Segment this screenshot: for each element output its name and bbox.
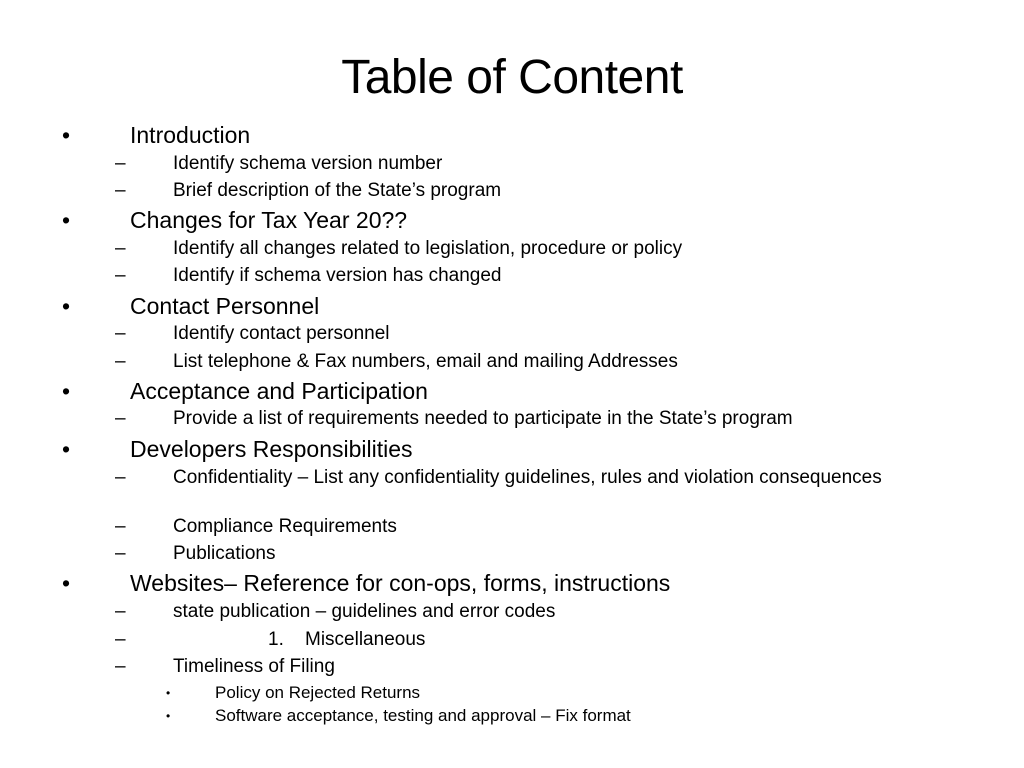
list-item-text: state publication – guidelines and error codes <box>173 601 556 622</box>
bullet-marker: • <box>62 570 71 596</box>
dash-marker: – <box>115 180 126 201</box>
list-item-text: Brief description of the State’s program <box>173 180 502 201</box>
list-item-number: 1. <box>268 629 284 650</box>
bullet-marker: • <box>62 378 71 404</box>
list-item-text: Websites– Reference for con-ops, forms, instructions <box>130 570 671 596</box>
bullet-marker: • <box>62 293 71 319</box>
small-bullet-marker: • <box>166 709 171 723</box>
list-item-text: Developers Responsibilities <box>130 436 413 462</box>
list-item-text: Acceptance and Participation <box>130 378 428 404</box>
list-item-text: Confidentiality – List any confidentiality guidelines, rules and violation consequences <box>173 467 882 488</box>
dash-marker: – <box>115 601 126 622</box>
dash-marker: – <box>115 153 126 174</box>
small-bullet-marker: • <box>166 686 171 700</box>
dash-marker: – <box>115 323 126 344</box>
list-item-text: Miscellaneous <box>305 629 426 650</box>
dash-marker: – <box>115 467 126 488</box>
dash-marker: – <box>115 238 126 259</box>
dash-marker: – <box>115 656 126 677</box>
dash-marker: – <box>115 351 126 372</box>
list-item-text: Provide a list of requirements needed to participate in the State’s program <box>173 408 793 429</box>
bullet-marker: • <box>62 207 71 233</box>
list-item-text: Identify if schema version has changed <box>173 265 502 286</box>
bullet-marker: • <box>62 436 71 462</box>
bullet-marker: • <box>62 122 71 148</box>
list-item-text: Contact Personnel <box>130 293 320 319</box>
list-item-text: Changes for Tax Year 20?? <box>130 207 408 233</box>
slide-title: Table of Content <box>341 51 683 104</box>
list-item-text: Introduction <box>130 122 251 148</box>
dash-marker: – <box>115 629 126 650</box>
list-item-text: Identify all changes related to legislation, procedure or policy <box>173 238 683 259</box>
dash-marker: – <box>115 265 126 286</box>
dash-marker: – <box>115 543 126 564</box>
list-item-text: Compliance Requirements <box>173 516 397 537</box>
list-item-text: Policy on Rejected Returns <box>215 683 421 702</box>
list-item-text: Software acceptance, testing and approval – Fix format <box>215 706 631 725</box>
dash-marker: – <box>115 516 126 537</box>
list-item-text: Timeliness of Filing <box>173 656 335 677</box>
dash-marker: – <box>115 408 126 429</box>
list-item-text: Publications <box>173 543 276 564</box>
list-item-text: List telephone & Fax numbers, email and mailing Addresses <box>173 351 678 372</box>
list-item-text: Identify schema version number <box>173 153 443 174</box>
list-item-text: Identify contact personnel <box>173 323 390 344</box>
